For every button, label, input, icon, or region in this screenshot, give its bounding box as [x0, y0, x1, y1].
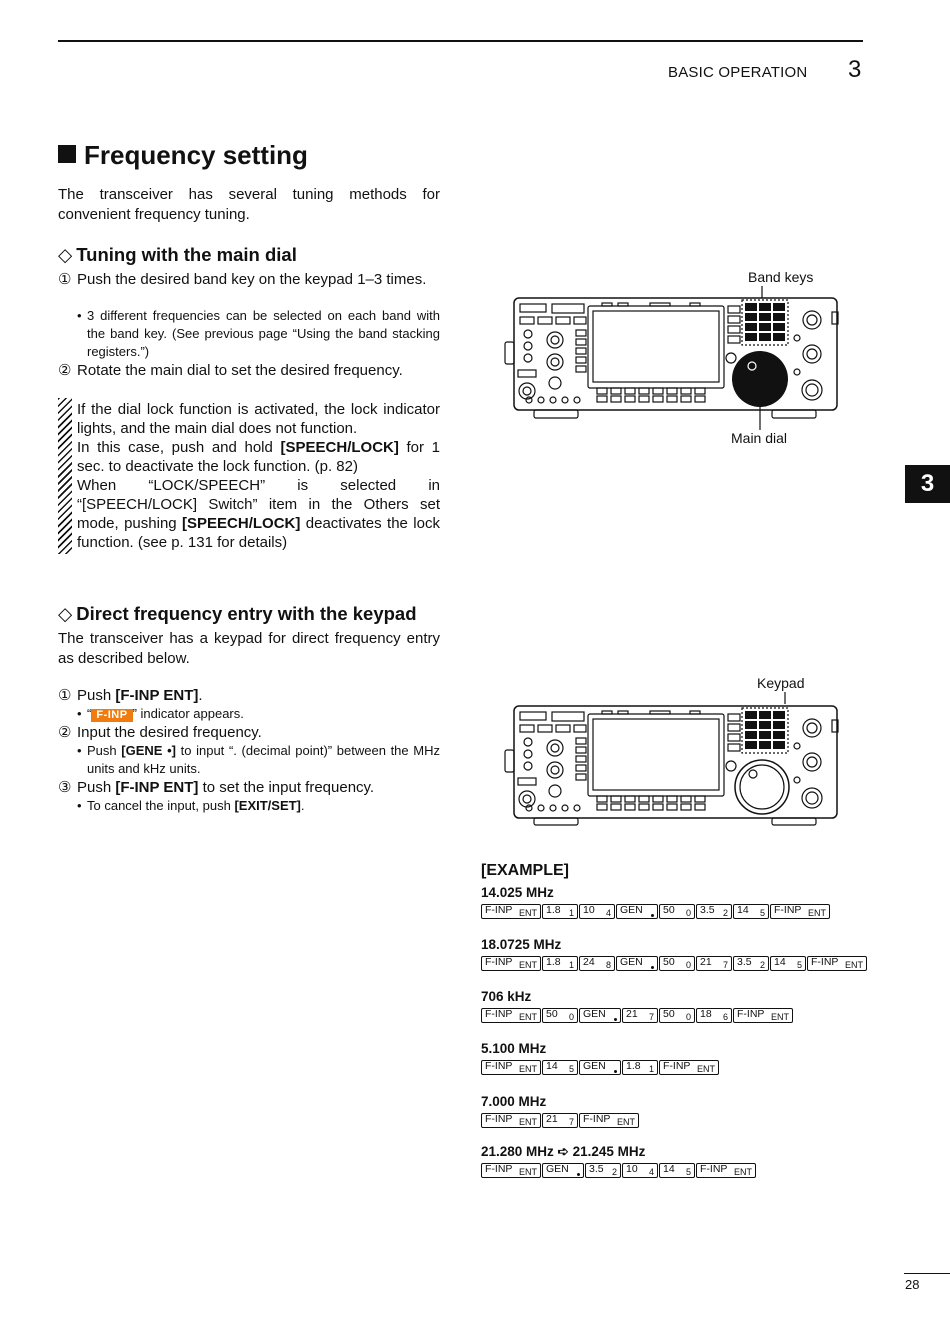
key-label: F-INP	[485, 1163, 513, 1175]
key-1-8	[622, 1060, 658, 1075]
key-label: F-INP	[485, 904, 513, 916]
key-gen	[542, 1163, 584, 1178]
key-label: F-INP	[700, 1163, 728, 1175]
key-f-inp	[807, 956, 867, 971]
key-sublabel: ENT	[519, 1117, 537, 1127]
key-sublabel: ENT	[519, 1012, 537, 1022]
key-f-inp	[770, 904, 830, 919]
key-sublabel: ENT	[845, 960, 863, 970]
step-3-keypad: ③ Push [F-INP ENT] to set the input frequency.	[58, 779, 375, 796]
key-24	[579, 956, 615, 971]
step-1-subnote: • 3 different frequencies can be selected on each band with the band key. (See previous page “Using the band stacking registers.”)	[77, 308, 440, 359]
key-label: 3.5	[737, 956, 752, 968]
key-sublabel: 7	[568, 1117, 574, 1127]
key-label: 21	[700, 956, 712, 968]
decimal-dot-icon	[651, 914, 654, 917]
main-dial-label: Main dial	[731, 430, 788, 446]
step-1-keypad: ① Push [F-INP ENT].	[58, 687, 203, 704]
key-sublabel: 6	[722, 1012, 728, 1022]
key-sublabel: 2	[722, 908, 728, 918]
key-sublabel: 5	[759, 908, 765, 918]
key-50	[659, 1008, 695, 1023]
key-sublabel: ENT	[808, 908, 826, 918]
key-14	[770, 956, 806, 971]
keypad-label: Keypad	[757, 675, 805, 691]
key-10	[579, 904, 615, 919]
key-sublabel: 0	[568, 1012, 574, 1022]
key-label: GEN	[620, 904, 643, 916]
key-14	[733, 904, 769, 919]
key-label: F-INP	[811, 956, 839, 968]
key-label: 14	[774, 956, 786, 968]
step-3-keypad-subnote: • To cancel the input, push [EXIT/SET].	[77, 798, 305, 813]
key-3-5	[585, 1163, 621, 1178]
key-gen	[616, 904, 658, 919]
transceiver-diagram-main-dial	[500, 282, 850, 432]
key-sequence	[481, 1060, 719, 1075]
decimal-dot-icon	[614, 1018, 617, 1021]
key-sublabel: 2	[759, 960, 765, 970]
key-label: F-INP	[485, 1113, 513, 1125]
key-f-inp	[481, 1113, 541, 1128]
key-sublabel: ENT	[697, 1064, 715, 1074]
key-1-8	[542, 904, 578, 919]
step-number: ②	[58, 362, 72, 379]
transceiver-diagram-keypad	[500, 688, 850, 828]
key-sublabel: 8	[605, 960, 611, 970]
example-label: 18.0725 MHz	[481, 937, 562, 952]
key-label: F-INP	[774, 904, 802, 916]
key-label: 1.8	[546, 956, 561, 968]
key-gen	[616, 956, 658, 971]
example-label: 21.280 MHz ➪ 21.245 MHz	[481, 1144, 646, 1159]
key-label: F-INP	[583, 1113, 611, 1125]
key-label: 50	[663, 904, 675, 916]
key-sequence	[481, 956, 867, 971]
key-label: 10	[583, 904, 595, 916]
key-label: 3.5	[700, 904, 715, 916]
decimal-dot-icon	[614, 1070, 617, 1073]
key-f-inp	[733, 1008, 793, 1023]
key-3-5	[696, 904, 732, 919]
key-14	[542, 1060, 578, 1075]
section-title: BASIC OPERATION	[668, 64, 808, 81]
key-18	[696, 1008, 732, 1023]
chapter-number: 3	[848, 56, 862, 83]
key-sublabel: 5	[796, 960, 802, 970]
key-sublabel: 1	[568, 960, 574, 970]
example-label: 5.100 MHz	[481, 1041, 547, 1056]
key-label: GEN	[546, 1163, 569, 1175]
note-hatch-bar	[58, 398, 72, 554]
key-21	[622, 1008, 658, 1023]
key-label: GEN	[583, 1008, 606, 1020]
key-sublabel: ENT	[519, 1064, 537, 1074]
page-title: Frequency setting	[58, 140, 308, 171]
key-sublabel: ENT	[519, 1167, 537, 1177]
key-sublabel: ENT	[519, 960, 537, 970]
key-f-inp	[481, 1008, 541, 1023]
step-2-keypad: ② Input the desired frequency.	[58, 724, 262, 741]
page-number: 28	[905, 1277, 920, 1292]
key-50	[659, 956, 695, 971]
key-f-inp	[659, 1060, 719, 1075]
key-label: F-INP	[663, 1060, 691, 1072]
chapter-tab: 3	[905, 465, 950, 503]
key-sublabel: ENT	[734, 1167, 752, 1177]
key-gen	[579, 1060, 621, 1075]
key-sublabel: 1	[648, 1064, 654, 1074]
bullet-icon: •	[77, 743, 82, 758]
key-label: GEN	[620, 956, 643, 968]
header-rule	[58, 40, 863, 42]
key-sublabel: 4	[648, 1167, 654, 1177]
f-inp-indicator-badge: F-INP	[91, 709, 132, 722]
key-label: 50	[546, 1008, 558, 1020]
bullet-icon: •	[77, 706, 82, 721]
key-3-5	[733, 956, 769, 971]
key-label: 14	[737, 904, 749, 916]
step-number: ②	[58, 724, 72, 741]
key-sublabel: 5	[568, 1064, 574, 1074]
intro-paragraph: The transceiver has several tuning methods for convenient frequency tuning.	[58, 186, 440, 223]
key-f-inp	[579, 1113, 639, 1128]
example-title: [EXAMPLE]	[481, 862, 569, 879]
diamond-icon: ◇	[58, 603, 73, 624]
key-sequence	[481, 1163, 756, 1178]
key-label: 10	[626, 1163, 638, 1175]
key-label: 14	[663, 1163, 675, 1175]
key-sublabel: 4	[605, 908, 611, 918]
section-heading-keypad: ◇ Direct frequency entry with the keypad	[58, 603, 417, 624]
example-label: 7.000 MHz	[481, 1094, 547, 1109]
key-label: GEN	[583, 1060, 606, 1072]
key-sublabel: ENT	[519, 908, 537, 918]
bullet-icon: •	[77, 798, 82, 813]
key-f-inp	[481, 956, 541, 971]
keypad-intro-paragraph: The transceiver has a keypad for direct frequency entry as described below.	[58, 630, 440, 667]
key-sublabel: 5	[685, 1167, 691, 1177]
key-14	[659, 1163, 695, 1178]
key-21	[696, 956, 732, 971]
step-2-main-dial: ② Rotate the main dial to set the desired frequency.	[58, 362, 403, 379]
step-2-keypad-subnote: • Push [GENE •] to input “. (decimal point)” between the MHz units and kHz units.	[77, 743, 441, 776]
key-f-inp	[696, 1163, 756, 1178]
decimal-dot-icon	[577, 1173, 580, 1176]
key-50	[542, 1008, 578, 1023]
key-label: 14	[546, 1060, 558, 1072]
key-sublabel: 7	[722, 960, 728, 970]
key-label: 21	[546, 1113, 558, 1125]
key-label: 1.8	[546, 904, 561, 916]
key-sublabel: 1	[568, 908, 574, 918]
key-label: F-INP	[485, 956, 513, 968]
key-sequence	[481, 1113, 639, 1128]
key-label: 18	[700, 1008, 712, 1020]
step-number: ③	[58, 779, 72, 796]
key-label: 50	[663, 1008, 675, 1020]
example-label: 14.025 MHz	[481, 885, 554, 900]
key-f-inp	[481, 904, 541, 919]
key-sublabel: 2	[611, 1167, 617, 1177]
key-label: 21	[626, 1008, 638, 1020]
square-bullet-icon	[58, 145, 76, 163]
key-f-inp	[481, 1163, 541, 1178]
key-label: F-INP	[485, 1008, 513, 1020]
key-21	[542, 1113, 578, 1128]
bullet-icon: •	[77, 308, 82, 323]
key-sequence	[481, 1008, 793, 1023]
band-keys-label: Band keys	[748, 269, 814, 285]
key-sublabel: 0	[685, 908, 691, 918]
key-sublabel: ENT	[617, 1117, 635, 1127]
step-1-keypad-subnote: • “ F-INP ” indicator appears.	[77, 706, 244, 721]
key-50	[659, 904, 695, 919]
step-1-main-dial: ① Push the desired band key on the keypad 1–3 times.	[58, 271, 427, 288]
key-gen	[579, 1008, 621, 1023]
key-1-8	[542, 956, 578, 971]
key-label: 3.5	[589, 1163, 604, 1175]
step-number: ①	[58, 271, 72, 288]
key-label: 50	[663, 956, 675, 968]
key-label: 1.8	[626, 1060, 641, 1072]
key-sublabel: 7	[648, 1012, 654, 1022]
key-10	[622, 1163, 658, 1178]
section-heading-main-dial: ◇ Tuning with the main dial	[58, 244, 297, 265]
key-sublabel: ENT	[771, 1012, 789, 1022]
key-label: F-INP	[485, 1060, 513, 1072]
diamond-icon: ◇	[58, 244, 73, 265]
key-sequence	[481, 904, 830, 919]
decimal-dot-icon	[651, 966, 654, 969]
key-label: 24	[583, 956, 595, 968]
step-number: ①	[58, 687, 72, 704]
lock-note: If the dial lock function is activated, the lock indicator lights, and the main dial does not function. In this case, push and hold [SPEECH/LOCK] for 1 sec. to deactivate the lock function. (p. 82) When “LOCK/SPEECH” is selected in “[SPEECH/LOCK] Switch” item in the Others set mode, pushing [SPEECH/LOCK] deactivates the lock function. (see p. 131 for details)	[77, 401, 441, 551]
footer-rule	[904, 1273, 950, 1274]
example-label: 706 kHz	[481, 989, 532, 1004]
key-sublabel: 0	[685, 1012, 691, 1022]
key-label: F-INP	[737, 1008, 765, 1020]
key-sublabel: 0	[685, 960, 691, 970]
key-f-inp	[481, 1060, 541, 1075]
